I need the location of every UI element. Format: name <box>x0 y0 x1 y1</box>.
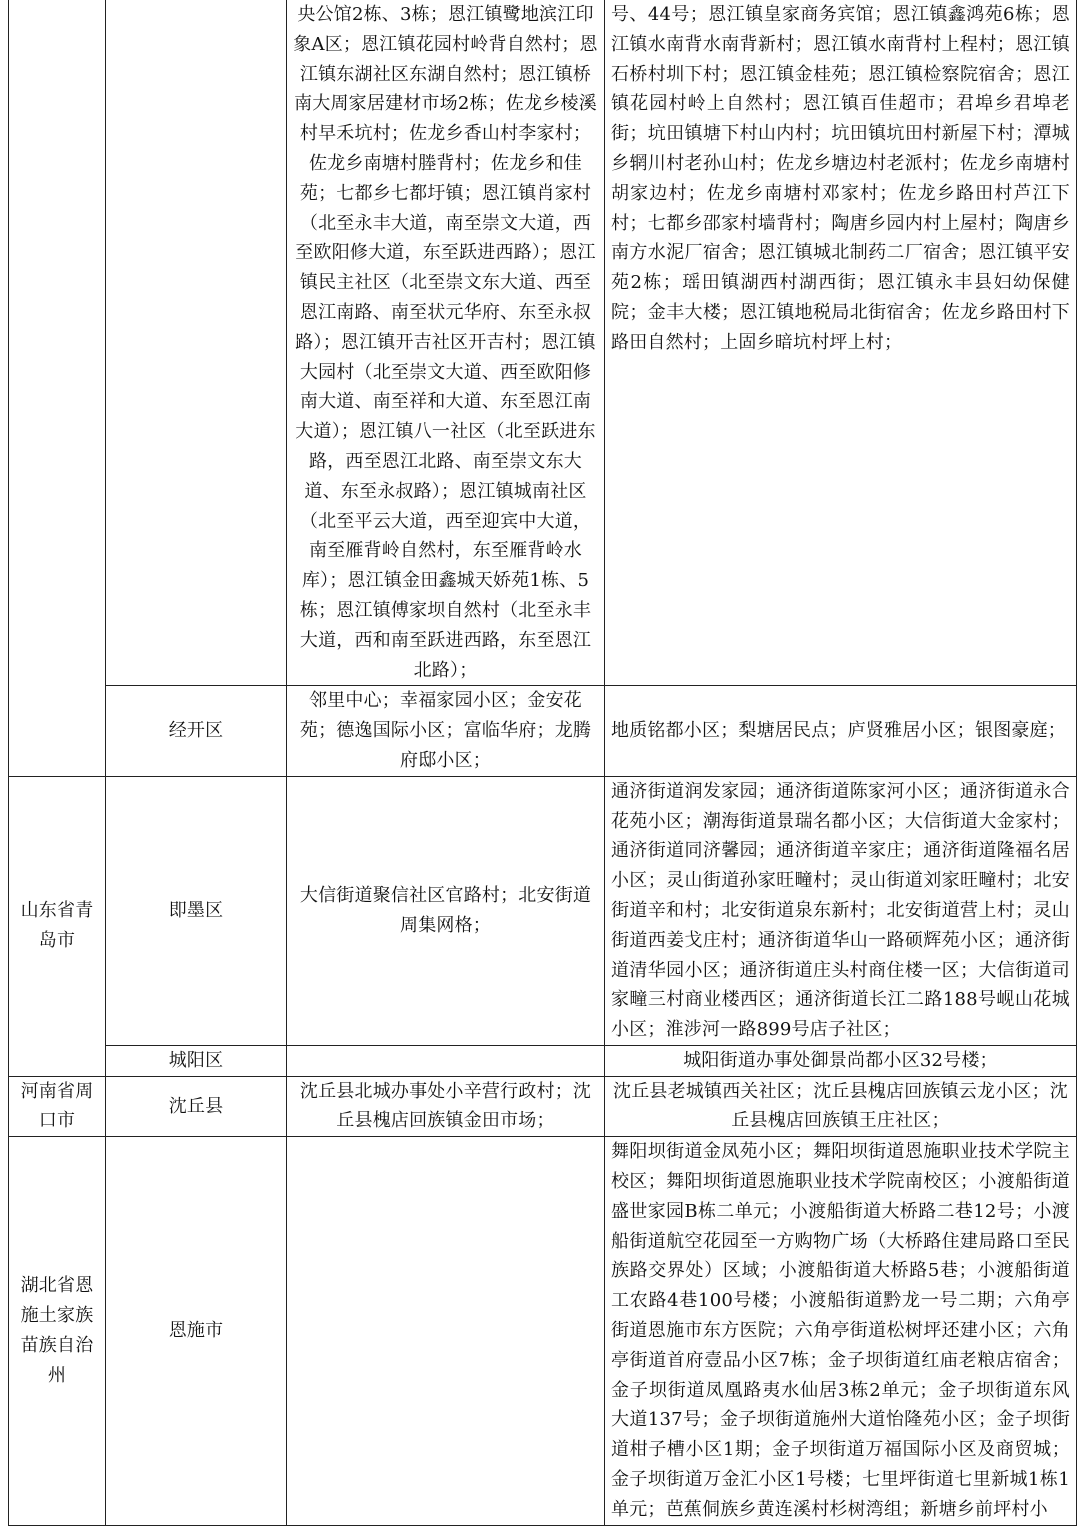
low-risk-cell: 城阳街道办事处御景尚都小区32号楼； <box>605 1045 1077 1076</box>
low-risk-cell: 号、44号；恩江镇皇家商务宾馆；恩江镇鑫鸿苑6栋；恩江镇水南背水南背新村；恩江镇水南背村上程村；恩江镇石桥村圳下村；恩江镇金桂苑；恩江镇检察院宿舍；恩江镇花园村岭上自然村；恩江镇百佳超市；君埠乡君埠老街；坑田镇塘下村山内村；坑田镇坑田村新屋下村；潭城乡辋川村老孙山村；佐龙乡塘边村老派村；佐龙乡南塘村胡家边村；佐龙乡南塘村邓家村；佐龙乡路田村芦江下村；七都乡邵家村墙背村；陶唐乡园内村上屋村；陶唐乡南方水泥厂宿舍；恩江镇城北制药二厂宿舍；恩江镇平安苑2栋；瑶田镇湖西村湖西街；恩江镇永丰县妇幼保健院；金丰大楼；恩江镇地税局北街宿舍；佐龙乡路田村下路田自然村；上固乡暗坑村坪上村； <box>605 0 1077 686</box>
low-risk-cell: 舞阳坝街道金凤苑小区；舞阳坝街道恩施职业技术学院主校区；舞阳坝街道恩施职业技术学院南校区；小渡船街道盛世家园B栋二单元；小渡船街道大桥路二巷12号；小渡船街道航空花园至一方购物广场（大桥路住建局路口至民族路交界处）区域；小渡船街道大桥路5巷；小渡船街道工农路4巷100号楼；小渡船街道黔龙一号二期；六角亭街道恩施市东方医院；六角亭街道松树坪还建小区；六角亭街道首府壹品小区7栋；金子坝街道红庙老粮店宿舍；金子坝街道凤凰路夷水仙居3栋2单元；金子坝街道东风大道137号；金子坝街道施州大道怡隆苑小区；金子坝街道柑子槽小区1期；金子坝街道万福国际小区及商贸城；金子坝街道万金汇小区1号楼；七里坪街道七里新城1栋1单元；芭蕉侗族乡黄连溪村杉树湾组；新塘乡前坪村小 <box>605 1137 1077 1525</box>
medium-risk-cell: 大信街道聚信社区官路村；北安街道周集网格； <box>287 776 605 1045</box>
county-cell: 恩施市 <box>106 1137 287 1525</box>
province-name: 山东省青岛市 <box>20 900 94 952</box>
table-row <box>9 686 1077 776</box>
county-cell: 经开区 <box>106 686 287 776</box>
table-row <box>9 0 1077 686</box>
table-row <box>9 1045 1077 1076</box>
medium-risk-cell: 邻里中心；幸福家园小区；金安花苑；德逸国际小区；富临华府；龙腾府邸小区； <box>287 686 605 776</box>
county-cell: 即墨区 <box>106 776 287 1045</box>
low-risk-cell: 地质铭都小区；梨塘居民点；庐贤雅居小区；银图豪庭； <box>605 686 1077 776</box>
table-row <box>9 776 1077 1045</box>
province-cell <box>9 0 106 776</box>
province-cell <box>9 1137 106 1525</box>
province-name: 河南省周口市 <box>20 1080 94 1132</box>
county-cell <box>106 0 287 686</box>
province-cell <box>9 776 106 1076</box>
medium-risk-cell: 沈丘县北城办事处小辛营行政村；沈丘县槐店回族镇金田市场； <box>287 1076 605 1137</box>
medium-risk-cell: 央公馆2栋、3栋；恩江镇鹭地滨江印象A区；恩江镇花园村岭背自然村；恩江镇东湖社区东湖自然村；恩江镇桥南大周家居建材市场2栋；佐龙乡棱溪村早禾坑村；佐龙乡香山村李家村；佐龙乡南塘村塍背村；佐龙乡和佳苑；七都乡七都圩镇；恩江镇肖家村（北至永丰大道，南至崇文大道，西至欧阳修大道，东至跃进西路）；恩江镇民主社区（北至崇文东大道、西至恩江南路、南至状元华府、东至永叔路）；恩江镇开吉社区开吉村；恩江镇大园村（北至崇文大道、西至欧阳修南大道、南至祥和大道、东至恩江南大道）；恩江镇八一社区（北至跃进东路，西至恩江北路、南至崇文东大道、东至永叔路）；恩江镇城南社区（北至平云大道，西至迎宾中大道，南至雁背岭自然村，东至雁背岭水库）；恩江镇金田鑫城天娇苑1栋、5栋；恩江镇傅家坝自然村（北至永丰大道，西和南至跃进西路，东至恩江北路）； <box>287 0 605 686</box>
medium-risk-cell <box>287 1045 605 1076</box>
province-cell <box>9 1076 106 1137</box>
medium-risk-cell <box>287 1137 605 1525</box>
low-risk-cell: 沈丘县老城镇西关社区；沈丘县槐店回族镇云龙小区；沈丘县槐店回族镇王庄社区； <box>605 1076 1077 1137</box>
county-cell: 城阳区 <box>106 1045 287 1076</box>
risk-area-table <box>8 0 1077 1526</box>
table-row <box>9 1076 1077 1137</box>
province-name: 湖北省恩施土家族苗族自治州 <box>20 1275 94 1386</box>
table-row <box>9 1137 1077 1525</box>
low-risk-cell: 通济街道润发家园；通济街道陈家河小区；通济街道永合花苑小区；潮海街道景瑞名都小区；大信街道大金家村；通济街道同济馨园；通济街道辛家庄；通济街道隆福名居小区；灵山街道孙家旺疃村；灵山街道刘家旺疃村；北安街道辛和村；北安街道泉东新村；北安街道营上村；灵山街道西姜戈庄村；通济街道华山一路硕辉苑小区；通济街道清华园小区；通济街道庄头村商住楼一区；大信街道司家疃三村商业楼西区；通济街道长江二路188号岘山花城小区；淮涉河一路899号店子社区； <box>605 776 1077 1045</box>
county-cell: 沈丘县 <box>106 1076 287 1137</box>
